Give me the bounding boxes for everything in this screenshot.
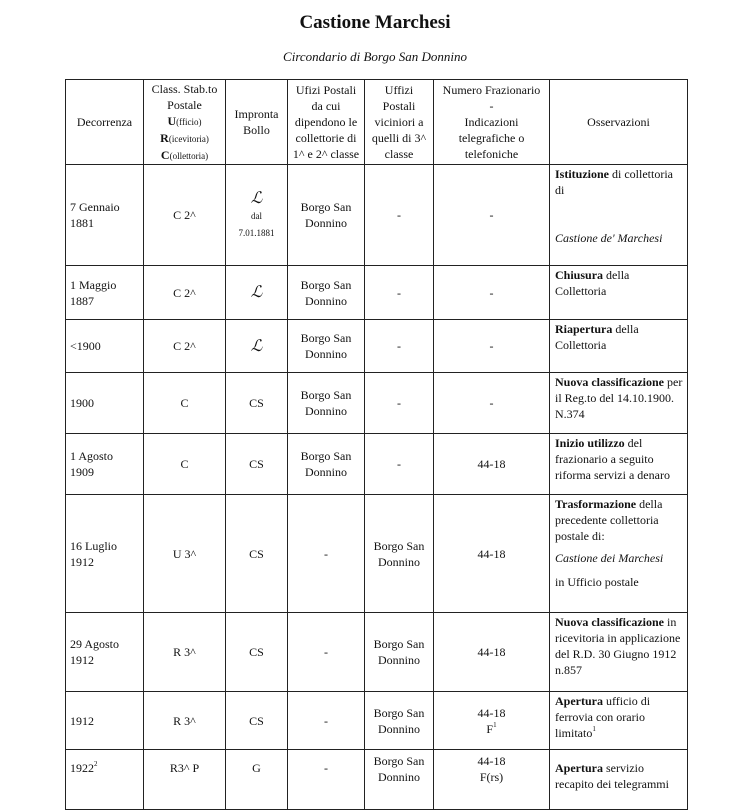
bollo-note-1: dal [251,210,262,221]
footnote-ref: 2 [94,760,98,768]
cell-ufizi: - [288,613,365,692]
cell-numero: - [434,320,550,373]
obs-after: in Ufficio postale [555,575,639,589]
obs-bold: Apertura [555,694,603,708]
cell-class: C [144,373,226,434]
cell-osservazioni [550,320,688,373]
cell-uffizi: - [365,165,434,266]
obs-bold: Riapertura [555,322,613,336]
document-subtitle: Circondario di Borgo San Donnino [283,49,467,64]
postal-history-table [65,79,688,810]
header-class-r: R [160,130,169,145]
cell-bollo: G [226,750,288,810]
cell-bollo [226,165,288,266]
stamp-l-icon: ℒ [250,282,263,301]
cell-bollo: CS [226,692,288,750]
cell-date: 16 Luglio 1912 [66,495,144,613]
cell-osservazioni [550,266,688,320]
cell-date [66,750,144,810]
table-row [66,373,688,434]
obs-bold: Nuova classificazione [555,615,664,629]
table-row [66,266,688,320]
table-header-row [66,80,688,165]
header-class-line2: Postale [167,97,202,112]
header-class-c-rest: (ollettoria) [169,150,209,161]
cell-date: 1 Agosto 1909 [66,434,144,495]
cell-bollo: CS [226,613,288,692]
header-class-line1: Class. Stab.to [151,81,218,96]
cell-bollo: CS [226,495,288,613]
obs-bold: Nuova classificazione [555,375,664,389]
obs-text: della precedente collettoria postale di: [555,497,663,543]
cell-class: U 3^ [144,495,226,613]
table-row [66,320,688,373]
cell-numero: 44-18 [434,495,550,613]
cell-ufizi: - [288,692,365,750]
obs-text: per il Reg.to del 14.10.1900. N.374 [555,375,683,421]
cell-bollo [226,320,288,373]
cell-bollo: CS [226,434,288,495]
obs-bold: Chiusura [555,268,604,282]
cell-numero: 44-18 [434,434,550,495]
header-class [144,80,226,165]
header-numero [434,80,550,165]
cell-ufizi: Borgo San Donnino [288,266,365,320]
numero-extra: F [486,721,494,736]
header-numero-line1: Numero Frazionario [442,83,541,97]
obs-text: ufficio di ferrovia con orario limitato [555,694,651,740]
obs-bold: Apertura [555,761,603,775]
header-impronta: Impronta Bollo [226,80,288,165]
cell-class: C 2^ [144,165,226,266]
cell-date: 1912 [66,692,144,750]
cell-uffizi: Borgo San Donnino [365,613,434,692]
cell-bollo: CS [226,373,288,434]
cell-osservazioni [550,613,688,692]
date-value: 1922 [70,761,94,775]
cell-uffizi: - [365,373,434,434]
cell-osservazioni [550,373,688,434]
header-decorrenza: Decorrenza [66,80,144,165]
obs-bold: Trasformazione [555,497,637,511]
obs-text: di collettoria di [555,167,673,197]
table-row [66,434,688,495]
footnote-ref: 1 [493,720,497,729]
table-row [66,750,688,810]
obs-bold: Inizio utilizzo [555,436,625,450]
numero-value: 44-18 [477,754,506,768]
cell-numero: - [434,266,550,320]
cell-date: 1900 [66,373,144,434]
header-ufizi: Ufizi Postali da cui dipendono le collettorie di 1^ e 2^ classe [288,80,365,165]
cell-date: 1 Maggio 1887 [66,266,144,320]
cell-uffizi: - [365,320,434,373]
cell-ufizi: - [288,495,365,613]
obs-text: in ricevitoria in applicazione del R.D. 30 Giugno 1912 n.857 [555,615,681,677]
header-uffizi: Uffizi Postali viciniori a quelli di 3^ classe [365,80,434,165]
cell-numero: - [434,165,550,266]
cell-date: 7 Gennaio 1881 [66,165,144,266]
header-class-u: U [167,113,177,128]
header-numero-line3: Indicazioni telegrafiche o telefoniche [458,115,525,161]
cell-uffizi: - [365,434,434,495]
obs-bold: Istituzione [555,167,609,181]
cell-class: C 2^ [144,266,226,320]
cell-numero [434,750,550,810]
cell-bollo [226,266,288,320]
cell-ufizi: Borgo San Donnino [288,165,365,266]
cell-uffizi: Borgo San Donnino [365,750,434,810]
cell-ufizi: - [288,750,365,810]
cell-osservazioni [550,434,688,495]
cell-class: R 3^ [144,613,226,692]
cell-uffizi: - [365,266,434,320]
table-row [66,613,688,692]
obs-italic: Castione de' Marchesi [555,231,663,245]
header-class-c: C [160,147,170,162]
cell-ufizi: Borgo San Donnino [288,373,365,434]
cell-ufizi: Borgo San Donnino [288,434,365,495]
obs-italic: Castione dei Marchesi [555,551,664,565]
obs-text: del frazionario a seguito riforma servizi a denaro [555,436,670,482]
table-row [66,495,688,613]
cell-date: 29 Agosto 1912 [66,613,144,692]
header-osservazioni: Osservazioni [550,80,688,165]
stamp-l-icon: ℒ [250,187,263,207]
bollo-note-2: 7.01.1881 [238,227,275,238]
cell-class: R 3^ [144,692,226,750]
table-row [66,165,688,266]
cell-osservazioni [550,750,688,810]
cell-date: <1900 [66,320,144,373]
document-title: Castione Marchesi [299,12,451,33]
obs-text: servizio recapito dei telegrammi [555,761,669,791]
cell-class: C [144,434,226,495]
cell-numero: - [434,373,550,434]
cell-osservazioni [550,495,688,613]
obs-text: della Collettoria [555,322,639,352]
cell-osservazioni [550,692,688,750]
numero-value: 44-18 [477,705,506,720]
table-row [66,692,688,750]
cell-osservazioni [550,165,688,266]
cell-numero [434,692,550,750]
header-class-u-rest: (fficio) [176,116,202,127]
cell-numero: 44-18 [434,613,550,692]
obs-text: della Collettoria [555,268,630,298]
footnote-ref: 1 [592,725,596,733]
header-class-r-rest: (icevitoria) [168,133,209,144]
cell-uffizi: Borgo San Donnino [365,495,434,613]
cell-uffizi: Borgo San Donnino [365,692,434,750]
header-numero-line2: - [489,99,494,113]
cell-class: R3^ P [144,750,226,810]
numero-extra: F(rs) [479,770,504,784]
cell-ufizi: Borgo San Donnino [288,320,365,373]
stamp-l-icon: ℒ [250,335,263,355]
cell-class: C 2^ [144,320,226,373]
